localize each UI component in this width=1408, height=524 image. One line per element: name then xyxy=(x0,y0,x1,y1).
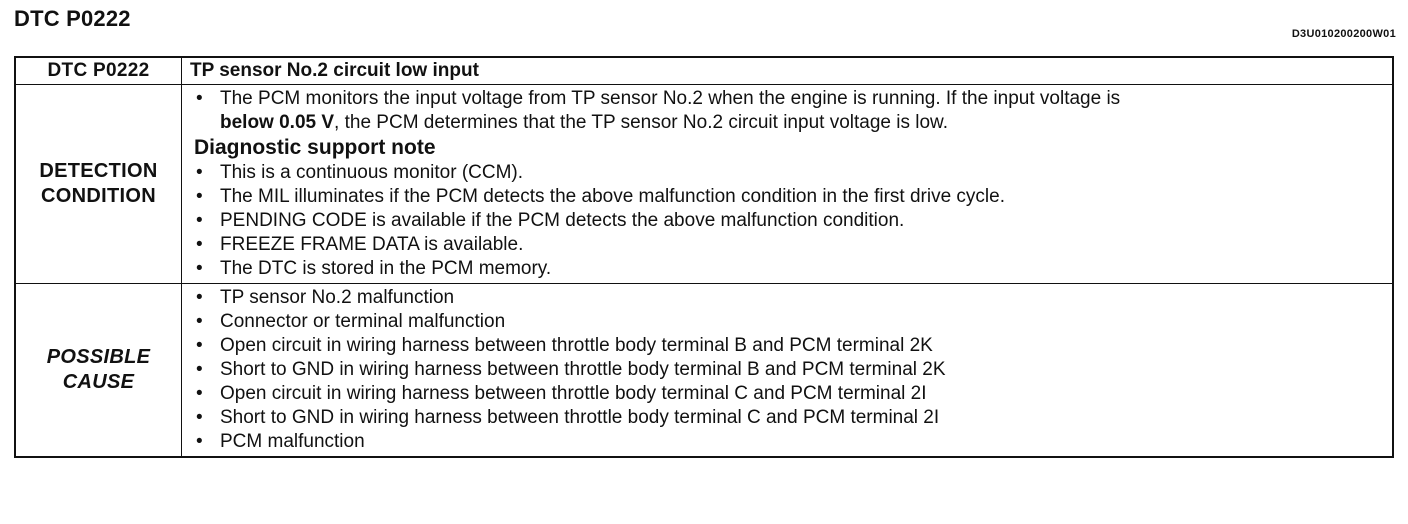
detection-label-line1: DETECTION xyxy=(39,160,158,182)
monitor-threshold: below 0.05 V xyxy=(220,112,335,133)
possible-cause-content xyxy=(182,284,1394,458)
list-item: • Open circuit in wiring harness between throttle body terminal B and PCM terminal 2K xyxy=(194,334,1384,358)
list-item: • Short to GND in wiring harness between throttle body terminal C and PCM terminal 2I xyxy=(194,406,1384,430)
list-item: • Short to GND in wiring harness between throttle body terminal B and PCM terminal 2K xyxy=(194,358,1384,382)
monitor-list xyxy=(194,87,1384,135)
cause-list xyxy=(194,286,1384,454)
dtc-code-cell: DTC P0222 xyxy=(15,57,182,85)
detection-condition-row xyxy=(15,85,1393,284)
monitor-text-2: , the PCM determines that the TP sensor No.2 circuit input voltage is low. xyxy=(334,112,948,133)
detection-label-line2: CONDITION xyxy=(41,185,156,207)
table-header-row xyxy=(15,57,1393,85)
list-item: • PENDING CODE is available if the PCM detects the above malfunction condition. xyxy=(194,209,1384,233)
cause-label-line1: POSSIBLE xyxy=(46,346,151,368)
detection-condition-content xyxy=(182,85,1394,284)
possible-cause-label xyxy=(15,284,182,458)
list-item: • PCM malfunction xyxy=(194,430,1384,454)
dtc-description-cell: TP sensor No.2 circuit low input xyxy=(182,57,1394,85)
possible-cause-row xyxy=(15,284,1393,458)
dtc-table xyxy=(14,56,1394,458)
list-item: • FREEZE FRAME DATA is available. xyxy=(194,233,1384,257)
list-item: • The MIL illuminates if the PCM detects the above malfunction condition in the first drive cycle. xyxy=(194,185,1384,209)
list-item: • This is a continuous monitor (CCM). xyxy=(194,161,1384,185)
list-item: • Open circuit in wiring harness between throttle body terminal C and PCM terminal 2I xyxy=(194,382,1384,406)
cause-label-line2: CAUSE xyxy=(62,371,135,393)
list-item: • Connector or terminal malfunction xyxy=(194,310,1384,334)
page-title: DTC P0222 xyxy=(14,6,131,31)
detection-condition-label xyxy=(15,85,182,284)
diagnostic-notes-list xyxy=(194,161,1384,281)
document-code: D3U010200200W01 xyxy=(1291,28,1396,40)
list-item: • TP sensor No.2 malfunction xyxy=(194,286,1384,310)
list-item xyxy=(194,87,1384,135)
list-item: • The DTC is stored in the PCM memory. xyxy=(194,257,1384,281)
diagnostic-note-heading: Diagnostic support note xyxy=(194,136,436,159)
monitor-text-1: The PCM monitors the input voltage from TP sensor No.2 when the engine is running. If the input voltage is xyxy=(220,88,1121,109)
